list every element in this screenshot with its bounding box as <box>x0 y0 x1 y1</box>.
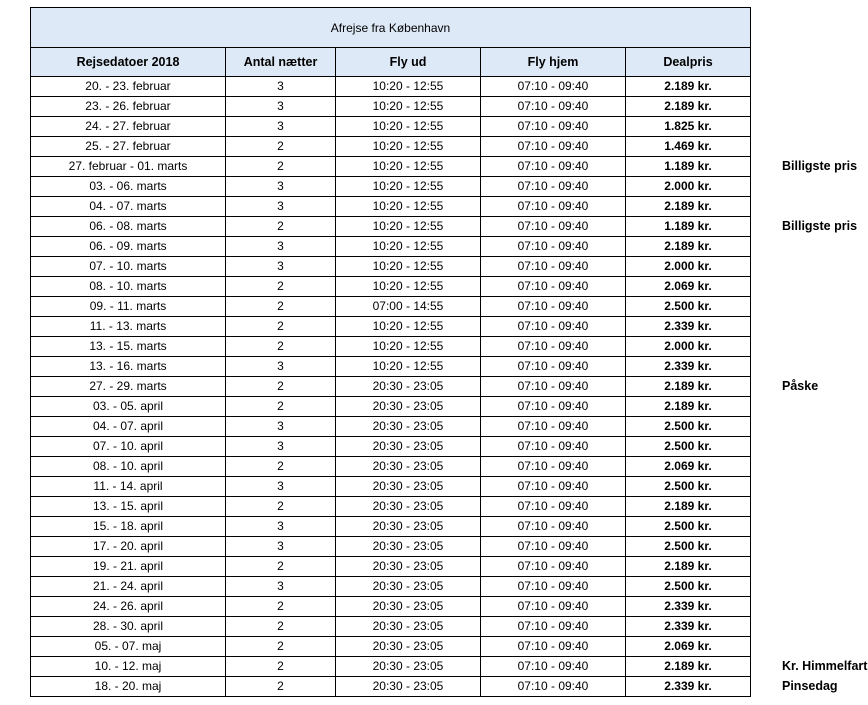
cell-dates: 20. - 23. februar <box>31 77 226 97</box>
cell-deal-price: 1.189 kr. <box>626 157 751 177</box>
cell-flight-home: 07:10 - 09:40 <box>481 237 626 257</box>
cell-dates: 03. - 06. marts <box>31 177 226 197</box>
table-title: Afrejse fra København <box>31 8 751 48</box>
cell-flight-out: 20:30 - 23:05 <box>336 497 481 517</box>
cell-nights: 3 <box>226 97 336 117</box>
cell-flight-home: 07:10 - 09:40 <box>481 477 626 497</box>
cell-dates: 28. - 30. april <box>31 617 226 637</box>
cell-nights: 3 <box>226 477 336 497</box>
cell-deal-price: 2.069 kr. <box>626 277 751 297</box>
column-header-deal-price: Dealpris <box>626 48 751 77</box>
table-row <box>31 217 751 237</box>
cell-nights: 2 <box>226 617 336 637</box>
table-row <box>31 437 751 457</box>
row-note: Påske <box>782 379 819 393</box>
cell-flight-home: 07:10 - 09:40 <box>481 177 626 197</box>
cell-flight-out: 20:30 - 23:05 <box>336 477 481 497</box>
cell-flight-home: 07:10 - 09:40 <box>481 137 626 157</box>
cell-nights: 2 <box>226 157 336 177</box>
cell-nights: 2 <box>226 557 336 577</box>
cell-dates: 13. - 15. marts <box>31 337 226 357</box>
cell-dates: 11. - 14. april <box>31 477 226 497</box>
table-row <box>31 77 751 97</box>
cell-flight-out: 20:30 - 23:05 <box>336 397 481 417</box>
cell-deal-price: 2.000 kr. <box>626 257 751 277</box>
cell-dates: 19. - 21. april <box>31 557 226 577</box>
cell-dates: 08. - 10. marts <box>31 277 226 297</box>
cell-dates: 07. - 10. april <box>31 437 226 457</box>
table-row <box>31 197 751 217</box>
cell-flight-out: 20:30 - 23:05 <box>336 377 481 397</box>
cell-flight-home: 07:10 - 09:40 <box>481 97 626 117</box>
cell-flight-home: 07:10 - 09:40 <box>481 337 626 357</box>
cell-flight-home: 07:10 - 09:40 <box>481 377 626 397</box>
cell-deal-price: 2.500 kr. <box>626 517 751 537</box>
cell-deal-price: 2.339 kr. <box>626 357 751 377</box>
cell-deal-price: 2.339 kr. <box>626 597 751 617</box>
cell-nights: 2 <box>226 337 336 357</box>
table-row <box>31 137 751 157</box>
cell-dates: 13. - 15. april <box>31 497 226 517</box>
table-row <box>31 637 751 657</box>
cell-flight-out: 07:00 - 14:55 <box>336 297 481 317</box>
cell-deal-price: 2.189 kr. <box>626 197 751 217</box>
cell-dates: 25. - 27. februar <box>31 137 226 157</box>
table-row <box>31 557 751 577</box>
cell-deal-price: 2.500 kr. <box>626 577 751 597</box>
cell-flight-out: 20:30 - 23:05 <box>336 437 481 457</box>
cell-flight-out: 10:20 - 12:55 <box>336 317 481 337</box>
table-row <box>31 677 751 697</box>
cell-flight-out: 20:30 - 23:05 <box>336 637 481 657</box>
cell-dates: 10. - 12. maj <box>31 657 226 677</box>
cell-flight-home: 07:10 - 09:40 <box>481 617 626 637</box>
cell-flight-home: 07:10 - 09:40 <box>481 437 626 457</box>
cell-nights: 2 <box>226 377 336 397</box>
cell-deal-price: 2.189 kr. <box>626 77 751 97</box>
cell-nights: 3 <box>226 177 336 197</box>
table-row <box>31 477 751 497</box>
table-row <box>31 577 751 597</box>
cell-deal-price: 2.000 kr. <box>626 177 751 197</box>
table-row <box>31 237 751 257</box>
column-header-flight-home: Fly hjem <box>481 48 626 77</box>
cell-deal-price: 1.825 kr. <box>626 117 751 137</box>
cell-flight-home: 07:10 - 09:40 <box>481 357 626 377</box>
column-header-nights: Antal nætter <box>226 48 336 77</box>
cell-nights: 2 <box>226 137 336 157</box>
cell-flight-home: 07:10 - 09:40 <box>481 77 626 97</box>
cell-nights: 2 <box>226 397 336 417</box>
cell-deal-price: 2.189 kr. <box>626 397 751 417</box>
cell-nights: 3 <box>226 237 336 257</box>
cell-nights: 3 <box>226 517 336 537</box>
table-row <box>31 97 751 117</box>
header-row <box>31 48 751 77</box>
cell-deal-price: 2.339 kr. <box>626 617 751 637</box>
cell-dates: 18. - 20. maj <box>31 677 226 697</box>
cell-flight-out: 20:30 - 23:05 <box>336 677 481 697</box>
cell-flight-out: 10:20 - 12:55 <box>336 77 481 97</box>
table-row <box>31 317 751 337</box>
cell-deal-price: 2.500 kr. <box>626 537 751 557</box>
cell-flight-home: 07:10 - 09:40 <box>481 417 626 437</box>
cell-flight-out: 10:20 - 12:55 <box>336 277 481 297</box>
cell-flight-out: 10:20 - 12:55 <box>336 117 481 137</box>
cell-deal-price: 2.069 kr. <box>626 637 751 657</box>
cell-nights: 3 <box>226 197 336 217</box>
cell-dates: 27. - 29. marts <box>31 377 226 397</box>
row-note: Billigste pris <box>782 219 858 233</box>
table-row <box>31 177 751 197</box>
row-note: Billigste pris <box>782 159 858 173</box>
cell-deal-price: 1.469 kr. <box>626 137 751 157</box>
cell-flight-out: 20:30 - 23:05 <box>336 537 481 557</box>
cell-nights: 2 <box>226 457 336 477</box>
cell-flight-home: 07:10 - 09:40 <box>481 597 626 617</box>
cell-nights: 2 <box>226 297 336 317</box>
cell-dates: 03. - 05. april <box>31 397 226 417</box>
cell-dates: 07. - 10. marts <box>31 257 226 277</box>
cell-flight-out: 20:30 - 23:05 <box>336 577 481 597</box>
row-note: Kr. Himmelfart <box>782 659 868 673</box>
cell-flight-home: 07:10 - 09:40 <box>481 297 626 317</box>
cell-deal-price: 2.339 kr. <box>626 317 751 337</box>
row-note: Pinsedag <box>782 679 838 693</box>
cell-nights: 3 <box>226 437 336 457</box>
cell-flight-home: 07:10 - 09:40 <box>481 317 626 337</box>
table-row <box>31 157 751 177</box>
cell-flight-home: 07:10 - 09:40 <box>481 657 626 677</box>
cell-flight-home: 07:10 - 09:40 <box>481 277 626 297</box>
cell-dates: 13. - 16. marts <box>31 357 226 377</box>
cell-dates: 21. - 24. april <box>31 577 226 597</box>
cell-flight-home: 07:10 - 09:40 <box>481 497 626 517</box>
table-row <box>31 657 751 677</box>
cell-deal-price: 2.000 kr. <box>626 337 751 357</box>
cell-flight-out: 20:30 - 23:05 <box>336 657 481 677</box>
column-header-flight-out: Fly ud <box>336 48 481 77</box>
cell-nights: 2 <box>226 597 336 617</box>
cell-deal-price: 2.500 kr. <box>626 417 751 437</box>
cell-flight-home: 07:10 - 09:40 <box>481 577 626 597</box>
table-row <box>31 277 751 297</box>
cell-flight-home: 07:10 - 09:40 <box>481 677 626 697</box>
cell-dates: 06. - 09. marts <box>31 237 226 257</box>
cell-flight-out: 20:30 - 23:05 <box>336 457 481 477</box>
cell-nights: 2 <box>226 317 336 337</box>
cell-flight-out: 20:30 - 23:05 <box>336 617 481 637</box>
table-row <box>31 337 751 357</box>
cell-nights: 2 <box>226 497 336 517</box>
cell-dates: 08. - 10. april <box>31 457 226 477</box>
cell-flight-home: 07:10 - 09:40 <box>481 257 626 277</box>
cell-dates: 24. - 27. februar <box>31 117 226 137</box>
table-row <box>31 537 751 557</box>
cell-dates: 06. - 08. marts <box>31 217 226 237</box>
cell-flight-out: 20:30 - 23:05 <box>336 557 481 577</box>
cell-nights: 2 <box>226 677 336 697</box>
column-header-dates: Rejsedatoer 2018 <box>31 48 226 77</box>
cell-dates: 15. - 18. april <box>31 517 226 537</box>
cell-flight-out: 10:20 - 12:55 <box>336 237 481 257</box>
cell-flight-out: 10:20 - 12:55 <box>336 357 481 377</box>
cell-flight-home: 07:10 - 09:40 <box>481 637 626 657</box>
cell-nights: 3 <box>226 257 336 277</box>
cell-nights: 3 <box>226 357 336 377</box>
cell-dates: 04. - 07. april <box>31 417 226 437</box>
cell-flight-home: 07:10 - 09:40 <box>481 537 626 557</box>
cell-dates: 04. - 07. marts <box>31 197 226 217</box>
table-body <box>31 77 751 697</box>
table-row <box>31 517 751 537</box>
table-row <box>31 257 751 277</box>
table-row <box>31 377 751 397</box>
cell-flight-out: 10:20 - 12:55 <box>336 177 481 197</box>
cell-flight-home: 07:10 - 09:40 <box>481 217 626 237</box>
cell-flight-out: 10:20 - 12:55 <box>336 97 481 117</box>
cell-dates: 27. februar - 01. marts <box>31 157 226 177</box>
cell-flight-home: 07:10 - 09:40 <box>481 197 626 217</box>
cell-nights: 3 <box>226 117 336 137</box>
cell-deal-price: 2.189 kr. <box>626 97 751 117</box>
cell-dates: 17. - 20. april <box>31 537 226 557</box>
cell-flight-out: 10:20 - 12:55 <box>336 137 481 157</box>
cell-flight-home: 07:10 - 09:40 <box>481 157 626 177</box>
cell-deal-price: 2.069 kr. <box>626 457 751 477</box>
deals-table-wrapper <box>30 7 868 697</box>
cell-deal-price: 2.189 kr. <box>626 557 751 577</box>
cell-flight-out: 20:30 - 23:05 <box>336 517 481 537</box>
cell-flight-out: 10:20 - 12:55 <box>336 197 481 217</box>
cell-flight-out: 10:20 - 12:55 <box>336 337 481 357</box>
cell-dates: 09. - 11. marts <box>31 297 226 317</box>
cell-dates: 24. - 26. april <box>31 597 226 617</box>
cell-flight-out: 20:30 - 23:05 <box>336 597 481 617</box>
table-row <box>31 497 751 517</box>
deals-table <box>30 7 751 697</box>
table-row <box>31 297 751 317</box>
cell-nights: 2 <box>226 657 336 677</box>
table-row <box>31 117 751 137</box>
cell-dates: 23. - 26. februar <box>31 97 226 117</box>
table-row <box>31 617 751 637</box>
cell-flight-out: 10:20 - 12:55 <box>336 157 481 177</box>
cell-deal-price: 2.189 kr. <box>626 497 751 517</box>
cell-deal-price: 1.189 kr. <box>626 217 751 237</box>
cell-nights: 3 <box>226 417 336 437</box>
cell-deal-price: 2.500 kr. <box>626 477 751 497</box>
cell-dates: 11. - 13. marts <box>31 317 226 337</box>
table-row <box>31 417 751 437</box>
cell-flight-home: 07:10 - 09:40 <box>481 397 626 417</box>
table-row <box>31 357 751 377</box>
cell-flight-out: 10:20 - 12:55 <box>336 217 481 237</box>
cell-nights: 3 <box>226 577 336 597</box>
table-row <box>31 397 751 417</box>
cell-flight-out: 20:30 - 23:05 <box>336 417 481 437</box>
table-row <box>31 457 751 477</box>
cell-flight-home: 07:10 - 09:40 <box>481 457 626 477</box>
cell-deal-price: 2.339 kr. <box>626 677 751 697</box>
cell-deal-price: 2.189 kr. <box>626 657 751 677</box>
cell-flight-home: 07:10 - 09:40 <box>481 557 626 577</box>
cell-flight-home: 07:10 - 09:40 <box>481 517 626 537</box>
table-row <box>31 597 751 617</box>
cell-flight-home: 07:10 - 09:40 <box>481 117 626 137</box>
cell-nights: 2 <box>226 277 336 297</box>
cell-deal-price: 2.500 kr. <box>626 297 751 317</box>
cell-nights: 3 <box>226 77 336 97</box>
cell-nights: 3 <box>226 537 336 557</box>
cell-dates: 05. - 07. maj <box>31 637 226 657</box>
cell-deal-price: 2.189 kr. <box>626 377 751 397</box>
cell-deal-price: 2.189 kr. <box>626 237 751 257</box>
cell-nights: 2 <box>226 637 336 657</box>
cell-flight-out: 10:20 - 12:55 <box>336 257 481 277</box>
cell-deal-price: 2.500 kr. <box>626 437 751 457</box>
cell-nights: 2 <box>226 217 336 237</box>
